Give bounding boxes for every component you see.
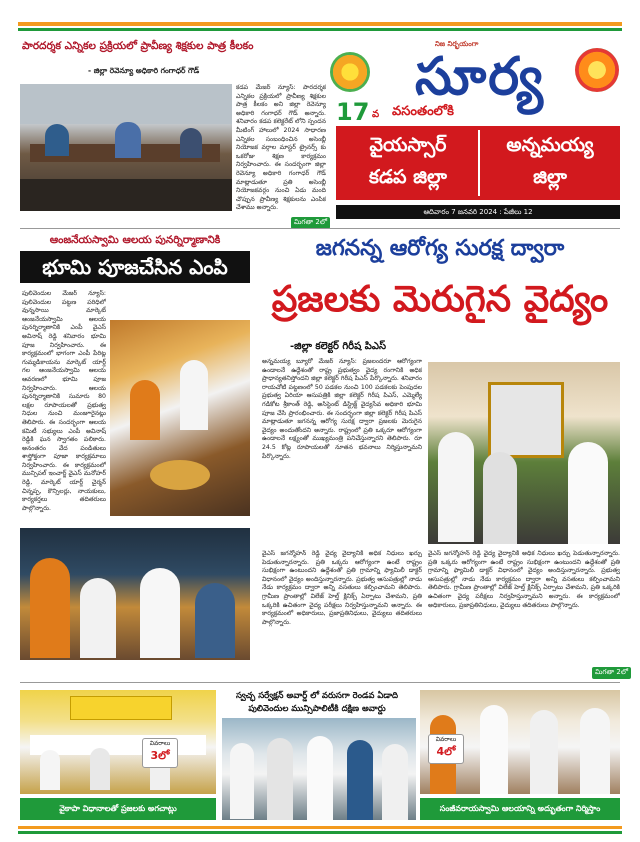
- top-story-more: మిగతా 2లో: [291, 217, 330, 229]
- edition-right-line2: జిల్లా: [533, 166, 567, 188]
- lead-story-byline: -జిల్లా కలెక్టర్ గిరీష పిఎస్: [290, 341, 386, 352]
- edition-left-line1: వైయస్సార్: [369, 134, 447, 156]
- bottom-left-caption: వైకాపా విధానాలతో ప్రజలకు అగచాట్లు: [20, 798, 216, 820]
- divider-top: [20, 228, 620, 229]
- lead-story-body: అన్నమయ్య బ్యూరో మేజర్ న్యూస్: ప్రజలందరూ ఆరోగ్యంగా ఉండాలనే ఉద్దేశంతో రాష్ట్ర ప్రభుత్వం వైద్య రంగానికి అధిక ప్రాధాన్యతనిస్తోందని జిల్లా కలెక్టర్ గిరీష పిఎస్ పేర్కొన్నారు. శనివారం రాయచోటి పట్టణంలో 50 పడకల నుంచి 100 పడకలకు పెంపుదల ప్రభుత్వ ఏరియా ఆసుపత్రికి జిల్లా కలెక్టర్ గిరీష పిఎస్, ఎమ్మెల్యే గడికోట శ్రీకాంత్ రెడ్డి, అసిస్టెంట్ డిస్ట్రిక్ట్ వైద్యసేవ అధికారి భూమి పూజ చేసి ప్రారంభించారు. ఈ సందర్భంగా జిల్లా కలెక్టర్ గిరీష పిఎస్ మాట్లాడుతూ జగనన్న ఆరోగ్య సురక్ష ద్వారా ప్రజలకు మెరుగైన వైద్యం అందుతోందని అన్నారు. రాష్ట్రంలో ప్రతి ఒక్కరూ ఆరోగ్యంగా ఉండాలనే లక్ష్యంతో ముఖ్యమంత్రి పనిచేస్తున్నారని తెలిపారు. రూ 24.5 కోట్ల రూపాయలతో నూతన భవనాలు నిర్మిస్తున్నామని పేర్కొన్నారు.: [262, 358, 422, 460]
- bottom-left-ref-box: [142, 738, 178, 768]
- bottom-mid-headline-line2: పులివెందుల మున్సిపాలిటీకి దక్షిణ అవార్డు: [248, 704, 386, 714]
- bottom-left-ref-page: 3లో: [150, 749, 170, 762]
- top-story-photo: [20, 84, 232, 211]
- edition-right-line1: అన్నమయ్య: [506, 134, 594, 156]
- left-story-headline: భూమి పూజచేసిన ఎంపి: [20, 251, 250, 283]
- bottom-mid-photo: [222, 718, 416, 820]
- masthead-tagline: నిజ నిర్భయంగా: [435, 40, 479, 48]
- bottom-mid-headline-line1: స్వచ్ఛ సర్వేక్షన్ అవార్డ్ లో వరుసగా రెండవ ఏడాది: [235, 691, 399, 701]
- bottom-green-rule: [18, 831, 622, 834]
- top-story-headline: పారదర్శక ఎన్నికల ప్రక్రియలో ప్రావీణ్య శిక్షకుల పాత్ర కీలకం: [22, 40, 254, 52]
- bottom-saffron-rule: [18, 826, 622, 829]
- top-story-body: కడప మేజర్ న్యూస్: పారదర్శక ఎన్నికల ప్రక్రియలో ప్రావీణ్య శిక్షకుల పాత్ర కీలకం అని జిల్లా రెవెన్యూ అధికారి గంగాధర్ గౌడ్ అన్నారు. శనివారం కడప కలెక్టరేట్ లోని స్పందన మీటింగ్ హాలులో 2024 సాధారణ ఎన్నికల సంబంధించిన అసెంబ్లీ నియోజక వర్గాల మాస్టర్ ట్రైనర్స్ కు ఒకరోజు శిక్షణ కార్యక్రమం నిర్వహించారు. ఈ సందర్భంగా జిల్లా రెవెన్యూ అధికారి గంగాధర్ గౌడ్ మాట్లాడుతూ ప్రతి అసెంబ్లీ నియోజకవర్గం నుంచి ఏడు మంది చొప్పున ప్రావీణ్య శిక్షకులను ఎంపిక చేశాము అన్నారు.: [236, 84, 326, 212]
- edition-banner: [336, 126, 620, 200]
- lead-story-kicker: జగనన్న ఆరోగ్య సురక్ష ద్వారా: [315, 236, 565, 261]
- left-story-photo-puja: [110, 320, 250, 516]
- left-story-body-col1: పులివెందుల మేజర్ న్యూస్: పులివెందుల పట్టణ పరిధిలో వున్నసాయి మార్కెట్ ఆంజనేయస్వామి ఆలయ పునర్నిర్మాణానికి ఎంపీ వైఎస్ అవినాష్ రెడ్డి శనివారం భూమి పూజ నిర్వహించారు. ఈ కార్యక్రమంలో భాగంగా ఎంపీ పేరిట్ల గుమ్మడికాయను మార్కెట్ యార్డ్ గల ఆంజనేయస్వామి ఆలయ ఆవరణలో భూమి పూజ నిర్వహించారు. ఆలయ పునర్నిర్మాణానికి సుమారు 80 లక్షల రూపాయలతో ప్రభుత్వ నిధుల నుంచి మంజూరైనట్లు తెలిపారు. ఈ సందర్భంగా ఆలయ కమిటీ సభ్యులు ఎంపీ అవినాష్ రెడ్డికి ఘన స్వాగతం పలికారు. అనంతరం వేద పండితులు శాస్త్రోక్తంగా పూజా కార్యక్రమాలు నిర్వహించారు. ఈ కార్యక్రమంలో మున్సిపల్ ఇంచార్జ్ వైఎస్ మనోహర్ రెడ్డి, మార్కెట్ యార్డ్ చైర్మన్ చిన్నప్ప, కౌన్సిలర్లు, నాయకులు, కార్యకర్తలు తదితరులు పాల్గొన్నారు.: [22, 290, 106, 512]
- right-flower-decoration: [575, 48, 619, 92]
- lead-story-body-col2: వైఎస్ జగన్మోహన్ రెడ్డి వైద్య వైద్యానికి అధిక నిధులు ఖర్చు పెడుతున్నారన్నారు. ప్రతి ఒక్కరు ఆరోగ్యంగా ఉంటే రాష్ట్రం సుభిక్షంగా ఉంటుందని ఉద్దేశంతో ప్రతి గ్రామాన్ని ఫ్యామిలీ డాక్టర్ విధానంలో వైద్యం అందిస్తున్నారన్నారు. ప్రభుత్వ ఆసుపత్రుల్లో నాడు నేడు కార్యక్రమం ద్వారా అన్ని వసతులు కల్పించామని తెలిపారు. గ్రామీణ ప్రాంతాల్లో విలేజ్ హెల్త్ క్లినిక్స్ ఏర్పాటు చేశామని, ప్రతి ఒక్కరికి ఉచితంగా వైద్య పరీక్షలు నిర్వహిస్తున్నామని అన్నారు. ఈ కార్యక్రమంలో అధికారులు, ప్రజాప్రతినిధులు, వైద్యులు తదితరులు పాల్గొన్నారు.: [262, 550, 422, 626]
- divider-bottom: [20, 682, 620, 683]
- masthead-title: సూర్య: [415, 47, 545, 107]
- edition-left-line2: కడప జిల్లా: [369, 166, 447, 188]
- lead-story-headline: ప్రజలకు మెరుగైన వైద్యం: [271, 279, 609, 320]
- left-story-kicker: ఆంజనేయస్వామి ఆలయ పునర్నిర్మాణానికి: [49, 234, 221, 246]
- bottom-right-ref-box: [428, 734, 464, 764]
- bottom-left-ref-label: వివరాలు: [149, 740, 171, 747]
- top-saffron-rule: [18, 22, 622, 26]
- anniversary-text: వసంతంలోకి: [392, 104, 454, 119]
- dateline: ఆదివారం 7 జనవరి 2024 : పేజీలు 12: [336, 205, 620, 219]
- lead-story-body-continued: వైఎస్ జగన్మోహన్ రెడ్డి వైద్య వైద్యానికి అధిక నిధులు ఖర్చు పెడుతున్నారన్నారు. ప్రతి ఒక్కరు ఆరోగ్యంగా ఉంటే రాష్ట్రం సుభిక్షంగా ఉంటుందని ఉద్దేశంతో ప్రతి గ్రామాన్ని ఫ్యామిలీ డాక్టర్ విధానంలో వైద్యం అందిస్తున్నారన్నారు. ప్రభుత్వ ఆసుపత్రుల్లో నాడు నేడు కార్యక్రమం ద్వారా అన్ని వసతులు కల్పించామని తెలిపారు. గ్రామీణ ప్రాంతాల్లో విలేజ్ హెల్త్ క్లినిక్స్ ఏర్పాటు చేశామని, ప్రతి ఒక్కరికి ఉచితంగా వైద్య పరీక్షలు నిర్వహిస్తున్నామని అన్నారు. ఈ కార్యక్రమంలో అధికారులు, ప్రజాప్రతినిధులు, వైద్యులు తదితరులు పాల్గొన్నారు.: [428, 550, 620, 609]
- bottom-left-photo: [20, 690, 216, 794]
- top-green-rule: [18, 28, 622, 31]
- anniversary-number: 17: [336, 98, 370, 126]
- bottom-right-caption: సంజీవరాయస్వామి ఆలయాన్ని అద్భుతంగా నిర్మిస్తాం: [420, 798, 620, 820]
- lead-story-photo: [428, 362, 620, 544]
- top-story-byline: - జిల్లా రెవెన్యూ అధికారి గంగాధర్ గౌడ్: [88, 66, 200, 75]
- bottom-right-ref-page: 4లో: [436, 745, 456, 758]
- left-story-photo-crowd: [20, 528, 250, 660]
- bottom-right-ref-label: వివరాలు: [435, 736, 457, 743]
- anniversary-suffix: వ: [372, 109, 380, 120]
- left-flower-decoration: [330, 52, 370, 92]
- lead-story-more: మిగతా 2లో: [592, 667, 631, 679]
